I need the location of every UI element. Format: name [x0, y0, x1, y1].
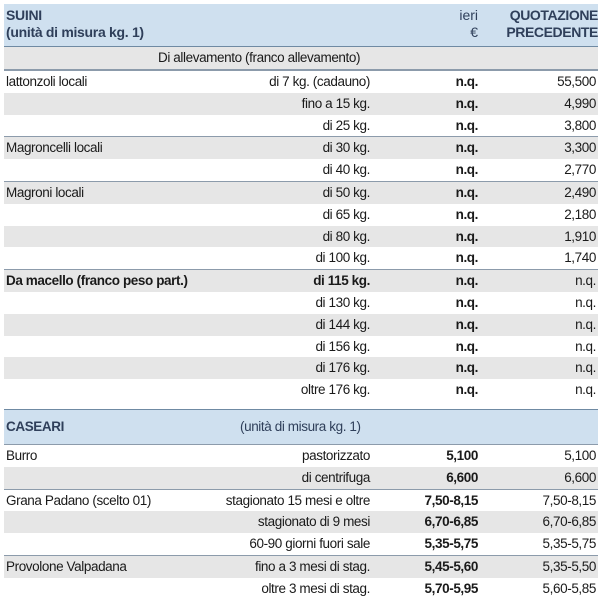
col-precedente-label: PRECEDENTE — [506, 24, 598, 40]
table-row — [4, 115, 598, 137]
unit-label: (unità di misura kg. 1) — [6, 24, 144, 40]
row-ieri: n.q. — [455, 382, 478, 398]
table-row — [4, 292, 598, 314]
row-name: Magroncelli locali — [6, 140, 103, 156]
col-ieri-label: ieri — [459, 7, 478, 23]
row-spec: fino a 3 mesi di stag. — [254, 558, 370, 574]
row-precedente: 3,800 — [564, 117, 596, 133]
row-precedente: 3,300 — [564, 140, 596, 156]
row-spec: di 7 kg. (cadauno) — [269, 74, 370, 89]
row-spec: stagionato 15 mesi e oltre — [225, 492, 370, 508]
row-spec: di 80 kg. — [322, 228, 370, 244]
table-row — [4, 247, 598, 269]
table-row — [4, 314, 598, 336]
row-ieri: 5,70-5,95 — [424, 580, 478, 596]
row-ieri: 7,50-8,15 — [424, 492, 478, 508]
euro-symbol: € — [470, 24, 478, 40]
row-ieri: 5,35-5,75 — [424, 536, 478, 552]
table-row — [4, 269, 598, 292]
row-spec: fino a 15 kg. — [301, 95, 370, 111]
row-precedente: 5,35-5,50 — [542, 558, 596, 574]
row-precedente: 4,990 — [564, 95, 596, 111]
row-ieri: n.q. — [455, 184, 478, 200]
row-precedente: n.q. — [575, 338, 596, 354]
table-row — [4, 357, 598, 379]
caseari-header — [4, 409, 598, 444]
row-precedente: n.q. — [575, 382, 596, 398]
row-ieri: n.q. — [455, 338, 478, 354]
row-precedente: n.q. — [575, 316, 596, 332]
row-precedente: 5,100 — [564, 447, 596, 463]
subheader-row — [4, 47, 598, 70]
section-title-caseari: CASEARI — [6, 418, 64, 434]
row-precedente: n.q. — [575, 273, 596, 289]
row-precedente: n.q. — [575, 360, 596, 376]
row-ieri: n.q. — [455, 74, 478, 89]
row-name: Magroni locali — [6, 184, 84, 200]
table-row — [4, 511, 598, 533]
row-spec: stagionato di 9 mesi — [257, 514, 370, 530]
row-ieri: n.q. — [455, 316, 478, 332]
table-row — [4, 444, 598, 467]
row-ieri: n.q. — [455, 117, 478, 133]
row-name: Da macello (franco peso part.) — [6, 273, 188, 289]
row-precedente: 2,770 — [564, 162, 596, 178]
table-row — [4, 578, 598, 600]
row-name: Grana Padano (scelto 01) — [6, 492, 151, 508]
table-row — [4, 159, 598, 181]
row-precedente: 6,70-6,85 — [542, 514, 596, 530]
row-precedente: 2,490 — [564, 184, 596, 200]
section-title-suini: SUINI — [6, 7, 42, 23]
col-quotazione-label: QUOTAZIONE — [509, 7, 598, 23]
row-spec: di 25 kg. — [322, 117, 370, 133]
table-row — [4, 379, 598, 401]
row-precedente: 55,500 — [557, 74, 596, 89]
row-precedente: 2,180 — [564, 206, 596, 222]
suini-rows — [4, 70, 598, 401]
table-header — [4, 4, 598, 47]
row-ieri: n.q. — [455, 140, 478, 156]
row-ieri: n.q. — [455, 360, 478, 376]
row-precedente: 5,35-5,75 — [542, 536, 596, 552]
row-ieri: 5,100 — [446, 447, 478, 463]
row-spec: di 100 kg. — [315, 250, 370, 266]
row-spec: oltre 3 mesi di stag. — [261, 580, 370, 596]
row-name: lattonzoli locali — [6, 74, 87, 89]
table-row — [4, 467, 598, 489]
row-precedente: n.q. — [575, 294, 596, 310]
row-name: Burro — [6, 447, 38, 463]
table-row — [4, 555, 598, 578]
row-ieri: n.q. — [455, 95, 478, 111]
table-row — [4, 204, 598, 226]
row-ieri: n.q. — [455, 294, 478, 310]
table-row — [4, 489, 598, 512]
row-spec: di 176 kg. — [315, 360, 370, 376]
table-row — [4, 181, 598, 204]
table-row — [4, 533, 598, 555]
subheader-label: Di allevamento (franco allevamento) — [158, 50, 361, 65]
row-spec: di 144 kg. — [315, 316, 370, 332]
row-spec: pastorizzato — [302, 447, 370, 463]
row-spec: di 130 kg. — [315, 294, 370, 310]
row-spec: di 156 kg. — [315, 338, 370, 354]
row-precedente: 6,600 — [564, 469, 596, 485]
price-table — [4, 4, 598, 600]
table-row — [4, 70, 598, 93]
row-spec: di 115 kg. — [313, 273, 370, 289]
row-spec: 60-90 giorni fuori sale — [249, 536, 370, 552]
row-precedente: 1,740 — [564, 250, 596, 266]
row-spec: di 65 kg. — [322, 206, 370, 222]
row-ieri: 6,70-6,85 — [424, 514, 478, 530]
row-ieri: n.q. — [455, 250, 478, 266]
row-ieri: n.q. — [455, 206, 478, 222]
row-ieri: 6,600 — [446, 469, 478, 485]
row-spec: di 40 kg. — [322, 162, 370, 178]
row-ieri: n.q. — [455, 273, 478, 289]
row-spec: di 30 kg. — [322, 140, 370, 156]
caseari-rows — [4, 444, 598, 600]
table-row — [4, 336, 598, 358]
table-row — [4, 136, 598, 159]
row-spec: oltre 176 kg. — [300, 382, 370, 398]
caseari-unit-label: (unità di misura kg. 1) — [240, 418, 361, 434]
row-precedente: 5,60-5,85 — [542, 580, 596, 596]
row-ieri: n.q. — [455, 228, 478, 244]
row-precedente: 7,50-8,15 — [542, 492, 596, 508]
row-name: Provolone Valpadana — [6, 558, 127, 574]
row-ieri: 5,45-5,60 — [424, 558, 478, 574]
row-ieri: n.q. — [455, 162, 478, 178]
row-spec: di centrifuga — [301, 469, 370, 485]
table-row — [4, 93, 598, 115]
row-spec: di 50 kg. — [322, 184, 370, 200]
table-row — [4, 226, 598, 248]
row-precedente: 1,910 — [564, 228, 596, 244]
